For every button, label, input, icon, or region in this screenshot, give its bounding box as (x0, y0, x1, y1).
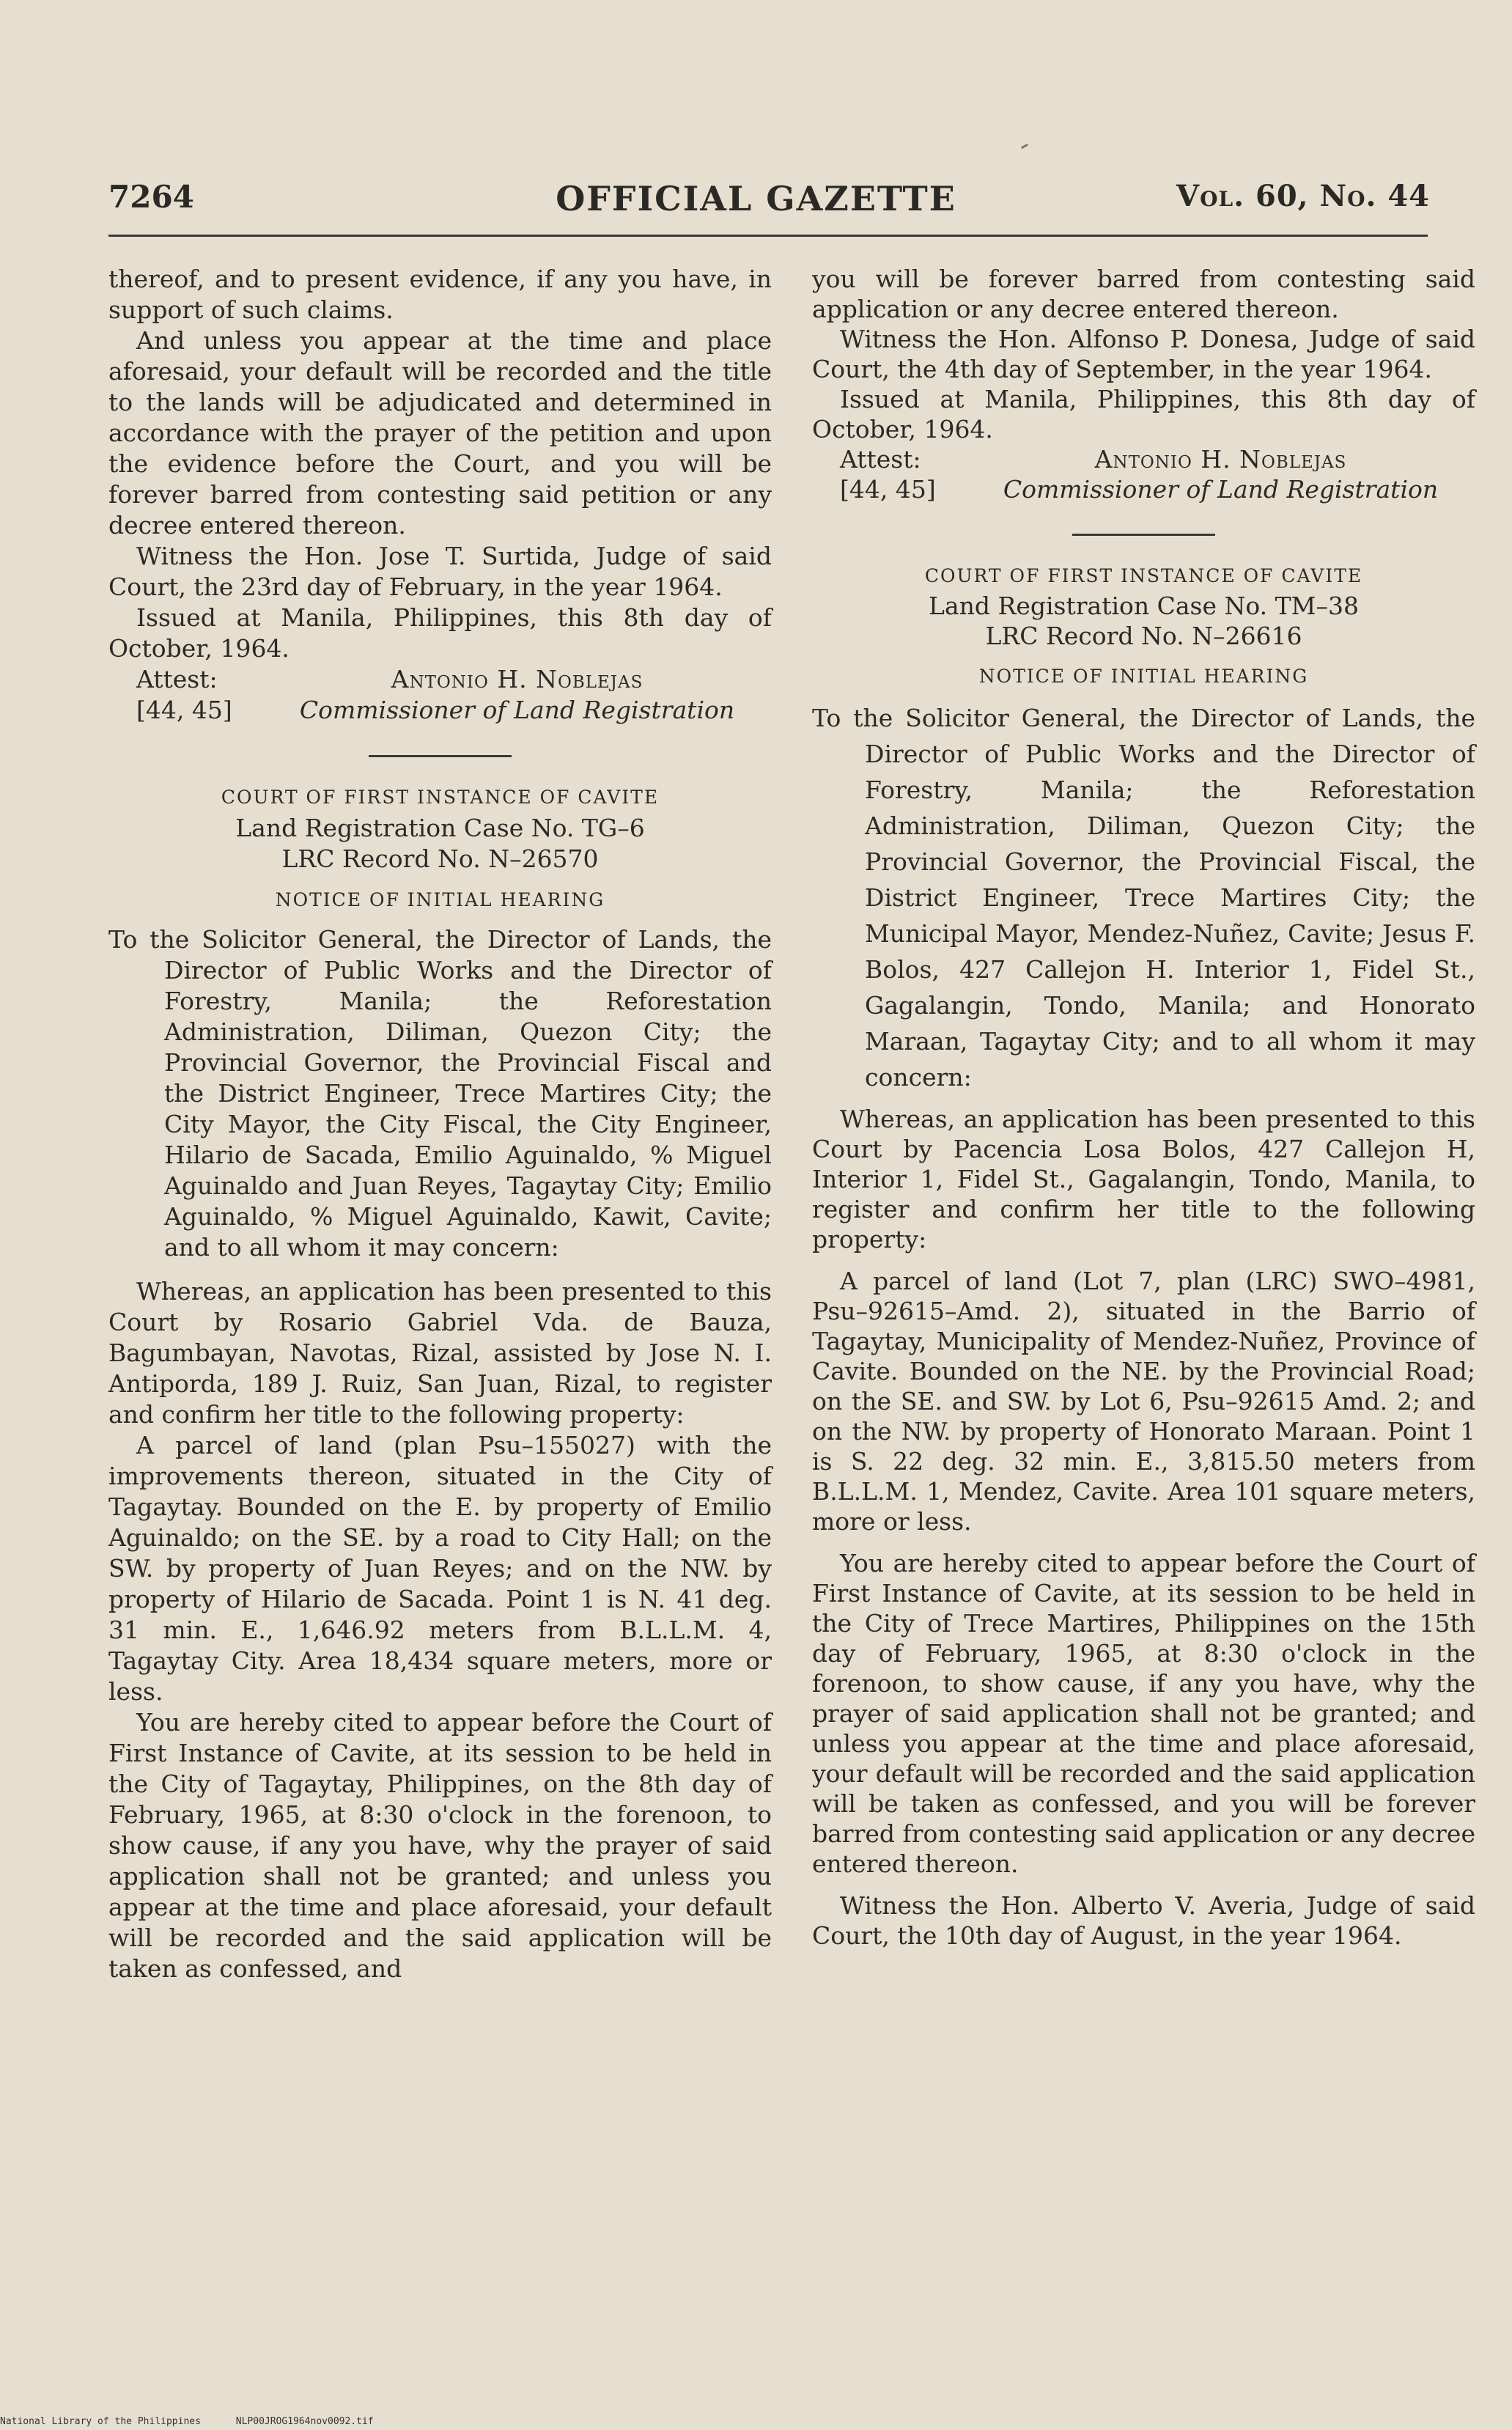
left-column (108, 264, 772, 1984)
paragraph: Witness the Hon. Alfonso P. Donesa, Judge of said Court, the 4th day of September, in the year 1964. (812, 325, 1475, 383)
lrc-record: LRC Record No. N–26616 (985, 622, 1302, 650)
section-divider (369, 755, 512, 757)
paragraph: Witness the Hon. Jose T. Surtida, Judge of said Court, the 23rd day of February, in the year 1964. (108, 542, 772, 601)
attest-title-line (108, 695, 772, 726)
paragraph: You are hereby cited to appear before the Court of First Instance of Cavite, at its session to be held in the City of Trece Martires, Philippines on the 15th day of February, 1965, at 8:30 o'clock in the forenoon, to show cause, if any you have, why the prayer of said application shall not be granted; and unless you appear at the time and place aforesaid, your default will be recorded and the said application will be taken as confessed, and you will be forever barred from contesting said application or any decree entered thereon. (812, 1549, 1475, 1878)
court-heading: COURT OF FIRST INSTANCE OF CAVITE (924, 565, 1363, 586)
court-heading: COURT OF FIRST INSTANCE OF CAVITE (221, 787, 660, 808)
notice-heading: NOTICE OF INITIAL HEARING (275, 889, 605, 910)
attest-title: Commissioner of Land Registration (1003, 475, 1439, 504)
address-block: To the Solicitor General, the Director of Lands, the Director of Public Works and the Director of Forestry, Manila; the Reforestation Administration, Diliman, Quezon City; the Provincial Governor, the Provincial Fiscal and the District Engineer, Trece Martires City; the City Mayor, the City Fiscal, the City Engineer, Hilario de Sacada, Emilio Aguinaldo, % Miguel Aguinaldo and Juan Reyes, Tagaytay City; Emilio Aguinaldo, % Miguel Aguinaldo, Kawit, Cavite; and to all whom it may concern: (108, 925, 772, 1262)
attest-title: Commissioner of Land Registration (299, 696, 735, 724)
right-column (812, 264, 1475, 1951)
lrc-record: LRC Record No. N–26570 (281, 844, 599, 873)
attest-label: Attest: (136, 665, 218, 693)
attest-ref: [44, 45] (840, 475, 936, 504)
paragraph: And unless you appear at the time and place aforesaid, your default will be recorded and the title to the lands will be adjudicated and determined in accordance with the prayer of the petition and upon the evidence before the Court, and you will be forever barred from contesting said petition or any decree entered thereon. (108, 326, 772, 540)
paragraph: A parcel of land (Lot 7, plan (LRC) SWO–4981, Psu–92615–Amd. 2), situated in the Barrio of Tagaytay, Municipality of Mendez-Nuñez, Province of Cavite. Bounded on the NE. by the Provincial Road; on the SE. and SW. by Lot 6, Psu–92615 Amd. 2; and on the NW. by property of Honorato Maraan. Point 1 is S. 22 deg. 32 min. E., 3,815.50 meters from B.L.L.M. 1, Mendez, Cavite. Area 101 square meters, more or less. (812, 1267, 1475, 1536)
paragraph: you will be forever barred from contesting said application or any decree entered thereon. (812, 265, 1475, 323)
paragraph: Issued at Manila, Philippines, this 8th day of October, 1964. (812, 385, 1475, 443)
attest-name: Antonio H. Noblejas (391, 665, 643, 693)
paragraph: Witness the Hon. Alberto V. Averia, Judge of said Court, the 10th day of August, in the year 1964. (812, 1891, 1475, 1950)
header-rule (108, 235, 1428, 237)
attest-line (812, 444, 1475, 474)
paragraph: Whereas, an application has been presented to this Court by Pacencia Losa Bolos, 427 Callejon H, Interior 1, Fidel St., Gagalangin, Tondo, Manila, to register and confirm her title to the following property: (812, 1105, 1475, 1253)
attest-line (108, 664, 772, 695)
paragraph: A parcel of land (plan Psu–155027) with the improvements thereon, situated in the City of Tagaytay. Bounded on the E. by property of Emilio Aguinaldo; on the SE. by a road to City Hall; on the SW. by property of Juan Reyes; and on the NW. by property of Hilario de Sacada. Point 1 is N. 41 deg. 31 min. E., 1,646.92 meters from B.L.L.M. 4, Tagaytay City. Area 18,434 square meters, more or less. (108, 1431, 772, 1706)
case-number: Land Registration Case No. TM–38 (929, 592, 1359, 620)
paragraph: Issued at Manila, Philippines, this 8th day of October, 1964. (108, 603, 772, 663)
paragraph: Whereas, an application has been presented to this Court by Rosario Gabriel Vda. de Bauza, Bagumbayan, Navotas, Rizal, assisted by Jose N. I. Antiporda, 189 J. Ruiz, San Juan, Rizal, to register and confirm her title to the following property: (108, 1277, 772, 1429)
volume-number: Vol. 60, No. 44 (1176, 179, 1430, 213)
paper-mark (1021, 144, 1028, 150)
attest-name: Antonio H. Noblejas (1094, 445, 1347, 474)
paragraph: You are hereby cited to appear before the Court of First Instance of Cavite, at its session to be held in the City of Tagaytay, Philippines, on the 8th day of February, 1965, at 8:30 o'clock in the forenoon, to show cause, if any you have, why the prayer of said application shall not be granted; and unless you appear at the time and place aforesaid, your default will be recorded and the said application will be taken as confessed, and (108, 1708, 772, 1983)
attest-label: Attest: (840, 445, 921, 474)
scan-filename: NLP00JROG1964nov0092.tif (235, 2416, 374, 2427)
page-number: 7264 (108, 179, 194, 215)
attest-ref: [44, 45] (136, 696, 232, 724)
notice-heading: NOTICE OF INITIAL HEARING (978, 666, 1309, 687)
library-credit: National Library of the Philippines (0, 2416, 201, 2427)
address-block: To the Solicitor General, the Director of Lands, the Director of Public Works and the Director of Forestry, Manila; the Reforestation Administration, Diliman, Quezon City; the Provincial Governor, the Provincial Fiscal, the District Engineer, Trece Martires City; the Municipal Mayor, Mendez-Nuñez, Cavite; Jesus F. Bolos, 427 Callejon H. Interior 1, Fidel St., Gagalangin, Tondo, Manila; and Honorato Maraan, Tagaytay City; and to all whom it may concern: (812, 704, 1475, 1091)
publication-title: OFFICIAL GAZETTE (556, 179, 956, 218)
scan-footer (0, 2416, 403, 2427)
paragraph: thereof, and to present evidence, if any you have, in support of such claims. (108, 265, 772, 324)
case-number: Land Registration Case No. TG–6 (235, 814, 645, 842)
section-divider (1072, 534, 1215, 536)
attest-title-line (812, 474, 1475, 504)
